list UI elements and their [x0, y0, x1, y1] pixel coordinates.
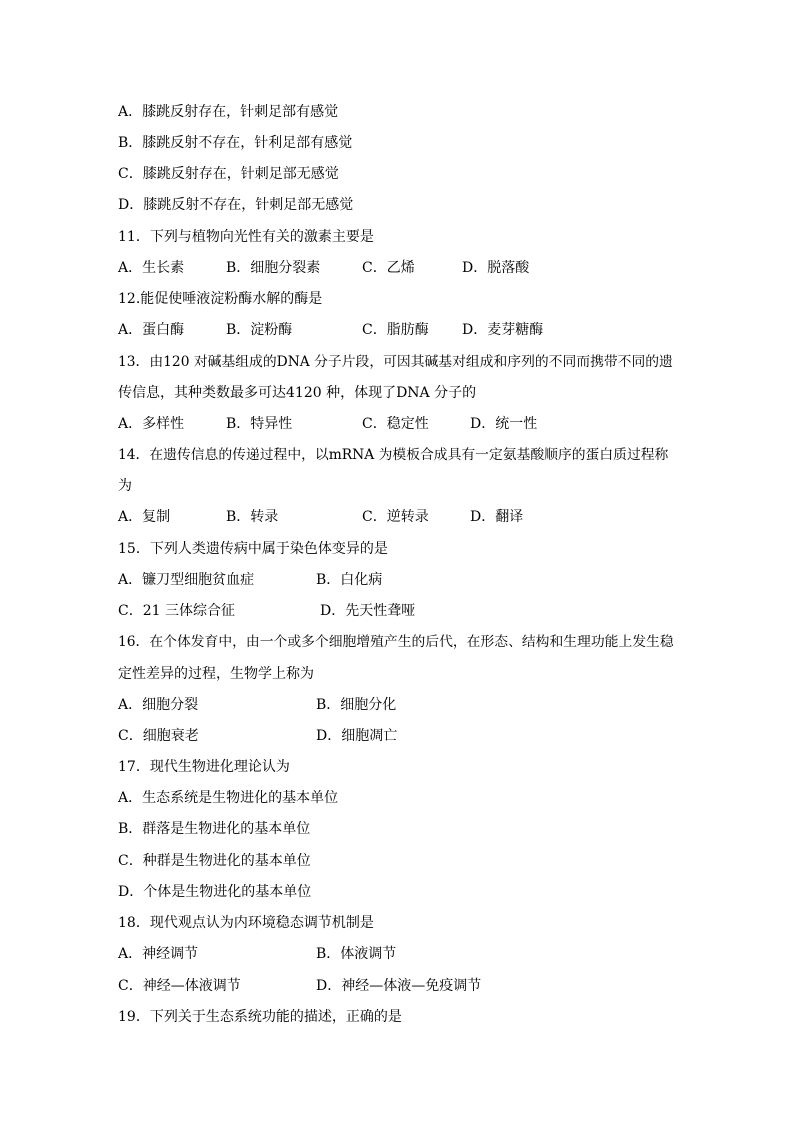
q11-option-c: C．乙烯	[362, 260, 415, 276]
q17-option-c: C．种群是生物进化的基本单位	[118, 853, 311, 869]
q14-option-c: C．逆转录	[362, 509, 429, 525]
q10-option-b: B．膝跳反射不存在，针利足部有感觉	[118, 135, 353, 151]
q13-stem-line2: 传信息，其种类数最多可达4120 种，体现了DNA 分子的	[118, 385, 477, 401]
q13-option-c: C．稳定性	[362, 416, 429, 432]
q13-stem-line1: 13．由120 对碱基组成的DNA 分子片段，可因其碱基对组成和序列的不同而携带不同的遗	[118, 354, 673, 370]
q12-option-d: D．麦芽糖酶	[462, 322, 544, 338]
q13-option-b: B．特异性	[226, 416, 293, 432]
q15-stem: 15．下列人类遗传病中属于染色体变异的是	[118, 541, 388, 557]
q17-option-b: B．群落是生物进化的基本单位	[118, 821, 311, 837]
q18-option-d: D．神经—体液—免疫调节	[316, 978, 482, 994]
q14-stem-line2: 为	[118, 478, 132, 494]
q15-option-c: C．21 三体综合征	[118, 603, 235, 619]
q13-option-d: D．统一性	[470, 416, 538, 432]
q18-option-b: B．体液调节	[316, 946, 397, 962]
q16-option-d: D．细胞凋亡	[316, 728, 398, 744]
q11-option-a: A．生长素	[118, 260, 185, 276]
q18-stem: 18．现代观点认为内环境稳态调节机制是	[118, 915, 374, 931]
q12-stem: 12.能促使唾液淀粉酶水解的酶是	[118, 291, 323, 307]
q18-option-a: A．神经调节	[118, 946, 199, 962]
q16-option-b: B．细胞分化	[316, 697, 397, 713]
q11-option-d: D．脱落酸	[462, 260, 530, 276]
q18-option-c: C．神经—体液调节	[118, 978, 241, 994]
q14-option-d: D．翻译	[470, 509, 524, 525]
q15-option-d: D．先天性聋哑	[320, 603, 416, 619]
q10-option-a: A．膝跳反射存在，针刺足部有感觉	[118, 104, 339, 120]
q14-option-b: B．转录	[226, 509, 279, 525]
q17-option-a: A．生态系统是生物进化的基本单位	[118, 790, 339, 806]
q12-option-a: A．蛋白酶	[118, 322, 185, 338]
q15-option-a: A．镰刀型细胞贫血症	[118, 572, 255, 588]
q11-option-b: B．细胞分裂素	[226, 260, 321, 276]
q14-stem-line1: 14．在遗传信息的传递过程中，以mRNA 为模板合成具有一定氨基酸顺序的蛋白质过程称	[118, 447, 669, 463]
q17-stem: 17．现代生物进化理论认为	[118, 759, 290, 775]
q14-option-a: A．复制	[118, 509, 171, 525]
q16-stem-line1: 16．在个体发育中，由一个或多个细胞增殖产生的后代，在形态、结构和生理功能上发生稳	[118, 634, 674, 650]
q16-option-c: C．细胞衰老	[118, 728, 199, 744]
q10-option-d: D．膝跳反射不存在，针刺足部无感觉	[118, 197, 354, 213]
q16-option-a: A．细胞分裂	[118, 697, 199, 713]
q11-stem: 11．下列与植物向光性有关的激素主要是	[118, 229, 374, 245]
q10-option-c: C．膝跳反射存在，针刺足部无感觉	[118, 166, 339, 182]
q12-option-c: C．脂肪酶	[362, 322, 429, 338]
q16-stem-line2: 定性差异的过程，生物学上称为	[118, 666, 314, 682]
q19-stem: 19．下列关于生态系统功能的描述，正确的是	[118, 1009, 402, 1025]
q15-option-b: B．白化病	[316, 572, 383, 588]
q17-option-d: D．个体是生物进化的基本单位	[118, 884, 312, 900]
q13-option-a: A．多样性	[118, 416, 185, 432]
q12-option-b: B．淀粉酶	[226, 322, 293, 338]
